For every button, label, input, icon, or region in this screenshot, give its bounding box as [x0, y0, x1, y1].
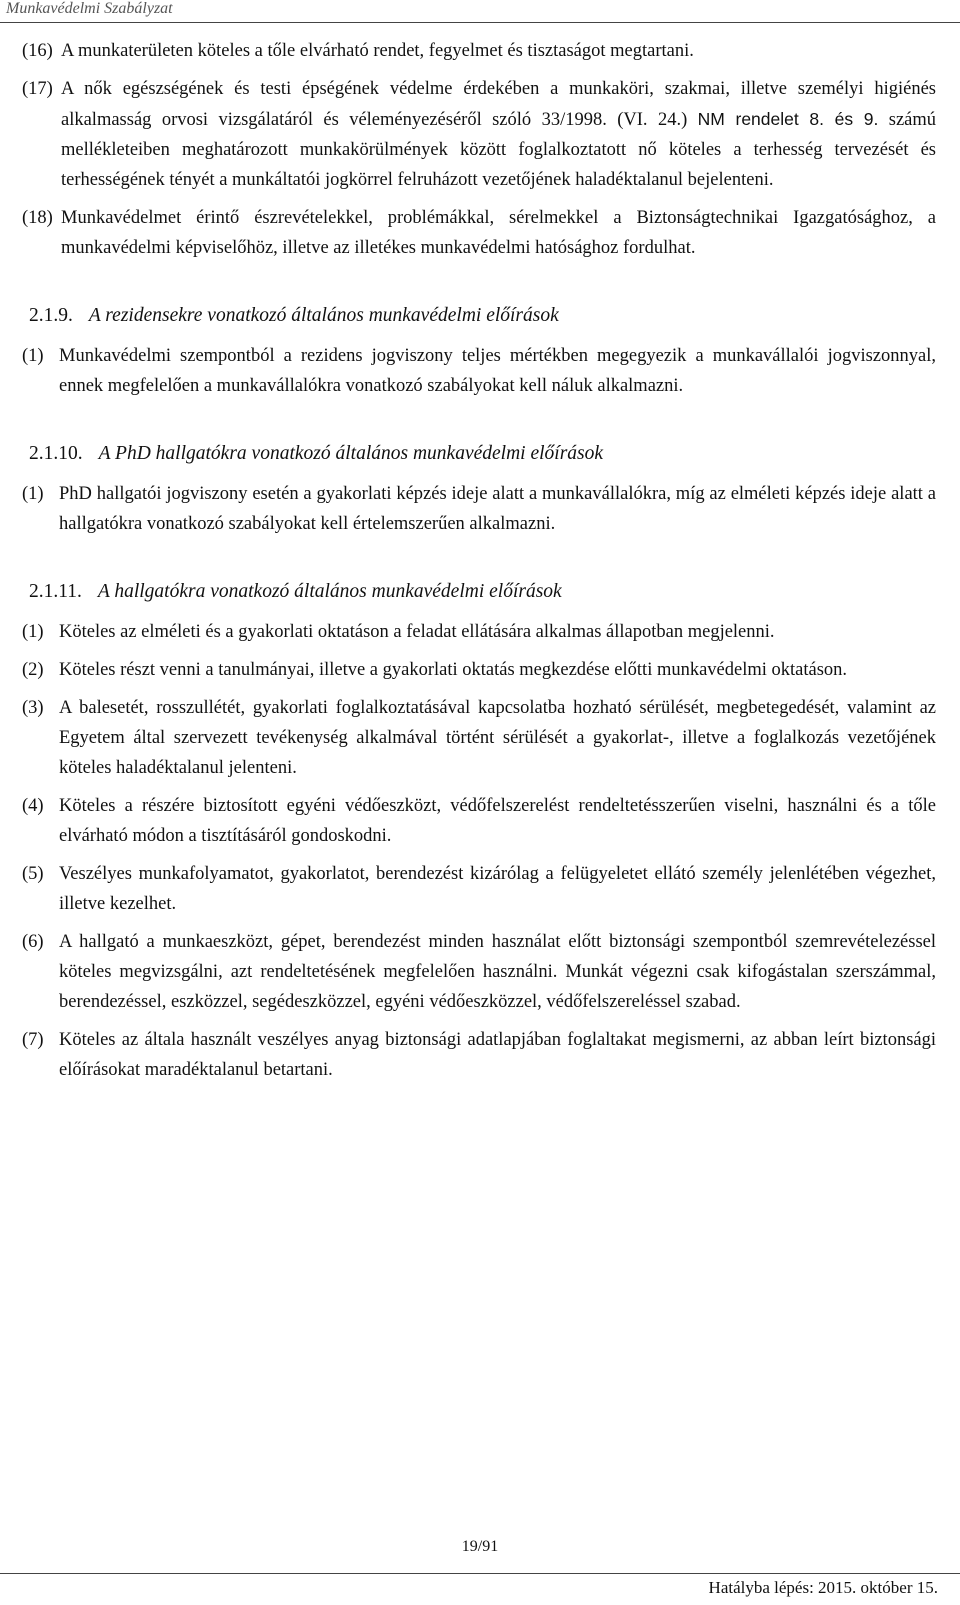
section-number: 2.1.11. [29, 581, 82, 602]
item-text: Köteles az elméleti és a gyakorlati oktatáson a feladat ellátására alkalmas állapotban megjelenni. [59, 622, 775, 642]
list-item [22, 617, 936, 647]
paragraph-17 [22, 74, 936, 195]
section-title: A hallgatókra vonatkozó általános munkavédelmi előírások [97, 581, 562, 602]
item-number: (7) [22, 1030, 44, 1050]
paragraph-number: (18) [22, 208, 53, 228]
list-item [22, 859, 936, 919]
item-number: (6) [22, 932, 44, 952]
item-number: (4) [22, 796, 44, 816]
paragraph-text: A munkaterületen köteles a tőle elvárható rendet, fegyelmet és tisztaságot megtartani. [61, 41, 694, 61]
item-text: Veszélyes munkafolyamatot, gyakorlatot, berendezést kizárólag a felügyeletet ellátó személy jelenlétében végezhet, illetve kezelhet. [59, 864, 936, 914]
list-item [22, 479, 936, 539]
item-text: Köteles részt venni a tanulmányai, illetve a gyakorlati oktatás megkezdése előtti munkavédelmi oktatáson. [59, 660, 848, 680]
item-number: (5) [22, 864, 44, 884]
header-divider [0, 22, 960, 23]
item-number: (3) [22, 698, 44, 718]
list-item [22, 693, 936, 783]
section-number: 2.1.10. [29, 443, 83, 464]
paragraph-number: (17) [22, 79, 53, 99]
effective-date: Hatályba lépés: 2015. október 15. [708, 1578, 938, 1597]
item-text: A balesetét, rosszullétét, gyakorlati foglalkoztatásával kapcsolatba hozható sérülését, megbetegedését, valamint az Egyetem által szervezett tevékenység alkalmával történt sérülését a gyakorlat-, illetve a foglalkozás vezetőjének köteles haladéktalanul jelenteni. [59, 698, 936, 778]
list-item [22, 1025, 936, 1085]
footer-divider [0, 1573, 960, 1574]
section-heading-2-1-9 [22, 301, 936, 331]
section-title: A PhD hallgatókra vonatkozó általános munkavédelmi előírások [98, 443, 604, 464]
item-text: A hallgató a munkaeszközt, gépet, berendezést minden használat előtt biztonsági szempontból szemrevételezéssel köteles megvizsgálni, azt rendeltetésének megfelelően használni. Munkát végezni csak kifogástalan szerszámmal, berendezéssel, eszközzel, segédeszközzel, egyéni védőeszközzel, védőfelszereléssel szabad. [59, 932, 936, 1012]
item-number: (1) [22, 346, 44, 366]
item-number: (1) [22, 622, 44, 642]
running-header: Munkavédelmi Szabályzat [6, 0, 173, 17]
paragraph-text: Munkavédelmet érintő észrevételekkel, problémákkal, sérelmekkel a Biztonságtechnikai Igazgatósághoz, a munkavédelmi képviselőhöz, illetve az illetékes munkavédelmi hatósághoz fordulhat. [61, 208, 936, 258]
list-item [22, 927, 936, 1017]
list-item [22, 791, 936, 851]
section-heading-2-1-10 [22, 439, 936, 469]
paragraph-16 [22, 36, 936, 66]
list-item [22, 341, 936, 401]
item-text: Köteles az általa használt veszélyes anyag biztonsági adatlapjában foglaltakat megismerni, az abban leírt biztonsági előírásokat maradéktalanul betartani. [59, 1030, 936, 1080]
item-number: (1) [22, 484, 44, 504]
item-text: PhD hallgatói jogviszony esetén a gyakorlati képzés ideje alatt a munkavállalókra, míg az elméleti képzés ideje alatt a hallgatókra vonatkozó szabályokat kell értelemszerűen alkalmazni. [59, 484, 936, 534]
item-number: (2) [22, 660, 44, 680]
list-item [22, 655, 936, 685]
item-text: Munkavédelmi szempontból a rezidens jogviszony teljes mértékben megegyezik a munkavállalói jogviszonnyal, ennek megfelelően a munkavállalókra vonatkozó szabályokat kell náluk alkalmazni. [59, 346, 936, 396]
document-body [22, 36, 936, 1093]
paragraph-18 [22, 203, 936, 263]
regulation-reference: NM rendelet 8. és 9. [697, 109, 879, 129]
paragraph-text [61, 74, 936, 195]
section-title: A rezidensekre vonatkozó általános munkavédelmi előírások [88, 305, 559, 326]
paragraph-number: (16) [22, 41, 53, 61]
page-number: 19/91 [461, 1538, 499, 1555]
section-number: 2.1.9. [29, 305, 73, 326]
item-text: Köteles a részére biztosított egyéni védőeszközt, védőfelszerelést rendeltetésszerűen viselni, használni és a tőle elvárható módon a tisztításáról gondoskodni. [59, 796, 936, 846]
section-heading-2-1-11 [22, 577, 936, 607]
paragraph-text-part: számú mellékleteiben meghatározott munkakörülmények között foglalkoztatott nő köteles a terhesség tervezését és terhességének tényét a munkáltatói jogkörrel felruházott vezetőjének haladéktalanul bejelenteni. [61, 110, 937, 190]
paragraph-text-part: A nők egészségének és testi épségének védelme érdekében a munkaköri, szakmai, illetve személyi higiénés alkalmasság orvosi vizsgálatáról és véleményezéséről szóló 33/1998. (VI. 24.) [61, 79, 936, 130]
